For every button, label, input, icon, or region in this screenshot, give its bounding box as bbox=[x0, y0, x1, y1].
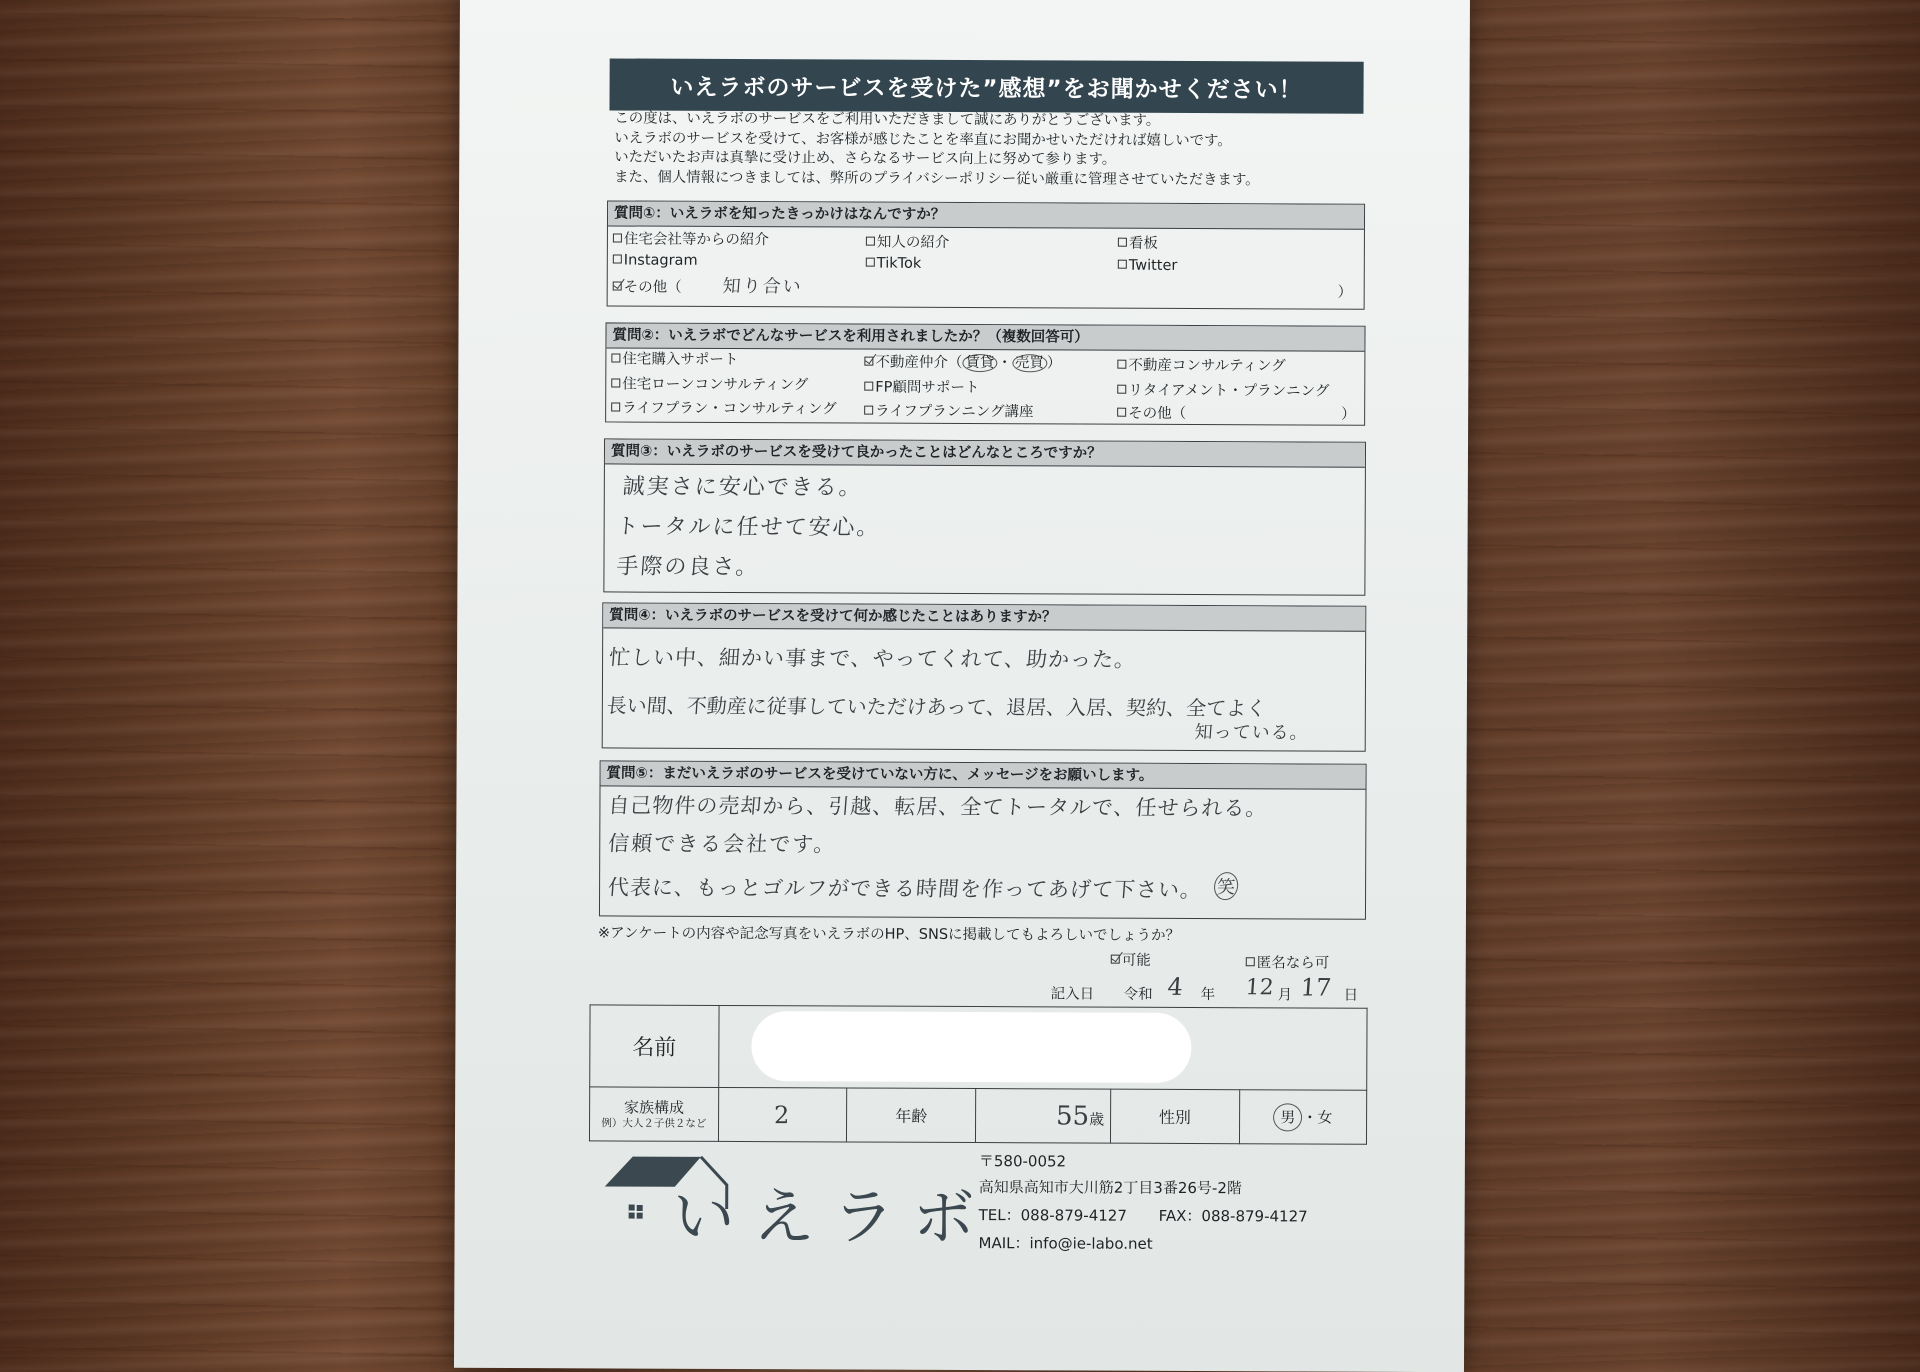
q2-option-home-purchase[interactable]: 住宅購入サポート bbox=[611, 347, 738, 369]
customer-info-table bbox=[589, 1004, 1368, 1144]
date-month: 12 bbox=[1244, 975, 1275, 1001]
q3-answer-line: 誠実さに安心できる。 bbox=[621, 474, 864, 501]
q2-option-life-planning-course[interactable]: ライフプランニング講座 bbox=[864, 400, 1033, 422]
checkbox[interactable] bbox=[864, 406, 873, 415]
question-3-section bbox=[603, 438, 1366, 595]
date-year: 4 bbox=[1166, 972, 1186, 1001]
question-2-title: 質問②：いえラボでどんなサービスを利用されましたか？（複数回答可） bbox=[606, 323, 1364, 351]
age-value: 55 bbox=[1055, 1100, 1090, 1132]
company-mail: MAIL：info@ie-labo.net bbox=[978, 1234, 1153, 1253]
question-1-title: 質問①：いえラボを知ったきっかけはなんですか？ bbox=[608, 201, 1364, 229]
company-fax: FAX：088-879-4127 bbox=[1158, 1206, 1308, 1226]
checkbox[interactable] bbox=[1118, 260, 1127, 269]
q1-option-tiktok[interactable]: TikTok bbox=[866, 256, 922, 272]
checkbox[interactable] bbox=[866, 258, 875, 267]
q2-option-fp-advisor[interactable]: FP顧問サポート bbox=[864, 376, 979, 398]
checkbox[interactable] bbox=[613, 233, 622, 242]
q2-option-retirement-planning[interactable]: リタイアメント・プランニング bbox=[1117, 379, 1329, 401]
intro-line: また、個人情報につきましては、弊所のプライバシーポリシー従い厳重に管理させていただきます。 bbox=[614, 168, 1260, 188]
company-tel: TEL：088-879-4127 bbox=[978, 1206, 1127, 1225]
date-month-unit: 月 bbox=[1277, 987, 1293, 1004]
q5-answer-line: 自己物件の売却から、引越、転居、全てトータルで、任せられる。 bbox=[607, 793, 1269, 821]
checkbox[interactable] bbox=[613, 254, 622, 263]
q1-other-close: ） bbox=[1337, 284, 1353, 301]
redacted-name bbox=[751, 1011, 1191, 1083]
age-field[interactable] bbox=[976, 1089, 1111, 1144]
checkbox[interactable] bbox=[866, 237, 875, 246]
q1-option-friend[interactable]: 知人の紹介 bbox=[866, 231, 950, 252]
survey-sheet bbox=[454, 0, 1470, 1372]
q1-other-answer: 知り合い bbox=[721, 275, 804, 298]
q5-answer-line: 代表に、もっとゴルフができる時間を作ってあげて下さい。 bbox=[607, 875, 1203, 903]
intro-line: この度は、いえラボのサービスをご利用いただきまして誠にありがとうございます。 bbox=[614, 110, 1161, 129]
name-field[interactable] bbox=[718, 1005, 1367, 1090]
checkbox[interactable] bbox=[1117, 360, 1126, 369]
q3-answer-line: 手際の良さ。 bbox=[615, 554, 761, 581]
checkbox-checked[interactable] bbox=[864, 357, 873, 366]
age-unit: 歳 bbox=[1089, 1110, 1105, 1129]
intro-line: いただいたお声は真摯に受け止め、さらなるサービス向上に努めて参ります。 bbox=[614, 149, 1117, 168]
company-address: 高知県高知市大川筋2丁目3番26号-2階 bbox=[978, 1178, 1242, 1198]
q1-option-other[interactable]: その他（ bbox=[613, 275, 682, 296]
checkbox[interactable] bbox=[864, 382, 873, 391]
q2-option-real-estate-consulting[interactable]: 不動産コンサルティング bbox=[1117, 354, 1285, 376]
q2-option-life-plan-consulting[interactable]: ライフプラン・コンサルティング bbox=[611, 396, 837, 418]
consent-option-ok[interactable]: 可能 bbox=[1111, 949, 1151, 970]
age-label: 年齢 bbox=[847, 1088, 976, 1143]
question-4-title: 質問④：いえラボのサービスを受けて何か感じたことはありますか？ bbox=[603, 603, 1365, 631]
rental-circled: 賃貸 bbox=[962, 354, 997, 372]
q3-answer-line: トータルに任せて安心。 bbox=[615, 514, 882, 541]
question-1-section bbox=[607, 200, 1365, 309]
gender-field[interactable]: 男 ・女 bbox=[1239, 1090, 1367, 1145]
checkbox[interactable] bbox=[1117, 408, 1126, 417]
q5-laugh-mark: 笑 bbox=[1213, 872, 1239, 900]
date-label: 記入日 bbox=[1050, 986, 1095, 1003]
family-value: 2 bbox=[773, 1100, 792, 1129]
checkbox[interactable] bbox=[611, 353, 620, 362]
q2-other-close: ） bbox=[1341, 406, 1356, 423]
checkbox-checked[interactable] bbox=[613, 281, 622, 290]
question-4-section bbox=[602, 602, 1367, 751]
question-2-section bbox=[605, 322, 1365, 425]
checkbox[interactable] bbox=[1117, 385, 1126, 394]
question-5-title: 質問⑤：まだいえラボのサービスを受けていない方に、メッセージをお願いします。 bbox=[601, 761, 1366, 789]
q4-answer-line: 知っている。 bbox=[1193, 722, 1310, 744]
gender-male-circled: 男 bbox=[1273, 1103, 1302, 1131]
family-label-cell bbox=[589, 1087, 718, 1142]
date-day-unit: 日 bbox=[1343, 987, 1359, 1004]
q1-option-referral[interactable]: 住宅会社等からの紹介 bbox=[613, 227, 769, 249]
family-field[interactable] bbox=[718, 1087, 847, 1142]
checkbox[interactable] bbox=[611, 378, 620, 387]
date-day: 17 bbox=[1299, 973, 1333, 1002]
checkbox[interactable] bbox=[611, 402, 620, 411]
sale-circled: 売買 bbox=[1012, 354, 1047, 372]
intro-text bbox=[614, 109, 1374, 190]
checkbox[interactable] bbox=[1246, 957, 1255, 966]
gender-label: 性別 bbox=[1111, 1089, 1240, 1144]
company-logo-text: いえラボ bbox=[672, 1179, 993, 1255]
checkbox[interactable] bbox=[1118, 238, 1127, 247]
q4-answer-line: 長い間、不動産に従事していただけあって、退居、入居、契約、全てよく bbox=[605, 693, 1268, 721]
date-year-unit: 年 bbox=[1200, 987, 1216, 1004]
question-3-title: 質問③：いえラボのサービスを受けて良かったことはどんなところですか？ bbox=[605, 439, 1365, 467]
question-5-section bbox=[599, 760, 1367, 919]
intro-line: いえラボのサービスを受けて、お客様が感じたことを率直にお聞かせいただければ嬉しいです。 bbox=[614, 129, 1232, 149]
name-label: 名前 bbox=[590, 1005, 719, 1088]
q2-option-other[interactable]: その他（ bbox=[1117, 402, 1186, 423]
q1-option-instagram[interactable]: Instagram bbox=[613, 252, 698, 268]
q1-option-twitter[interactable]: Twitter bbox=[1118, 258, 1178, 274]
survey-title: いえラボのサービスを受けた”感想”をお聞かせください！ bbox=[609, 58, 1363, 113]
consent-question: ※アンケートの内容や記念写真をいえラボのHP、SNSに掲載してもよろしいでしょうか？ bbox=[597, 925, 1181, 944]
checkbox-checked[interactable] bbox=[1111, 955, 1120, 964]
q5-answer-line: 信頼できる会社です。 bbox=[607, 831, 838, 857]
q1-option-signboard[interactable]: 看板 bbox=[1118, 232, 1158, 253]
q2-option-mortgage-consulting[interactable]: 住宅ローンコンサルティング bbox=[611, 372, 808, 394]
family-example: 例）大人２子供２など bbox=[601, 1116, 707, 1130]
date-era: 令和 bbox=[1123, 986, 1153, 1003]
consent-option-anonymous[interactable]: 匿名なら可 bbox=[1246, 951, 1330, 972]
q4-answer-line: 忙しい中、細かい事まで、やってくれて、助かった。 bbox=[608, 645, 1138, 672]
family-label: 家族構成 bbox=[623, 1098, 685, 1117]
company-postal: 〒580-0052 bbox=[978, 1152, 1067, 1171]
gender-female: 女 bbox=[1317, 1108, 1333, 1127]
q2-option-brokerage[interactable]: 不動産仲介（ 賃貸 ・ 売買 ） bbox=[864, 351, 1061, 373]
